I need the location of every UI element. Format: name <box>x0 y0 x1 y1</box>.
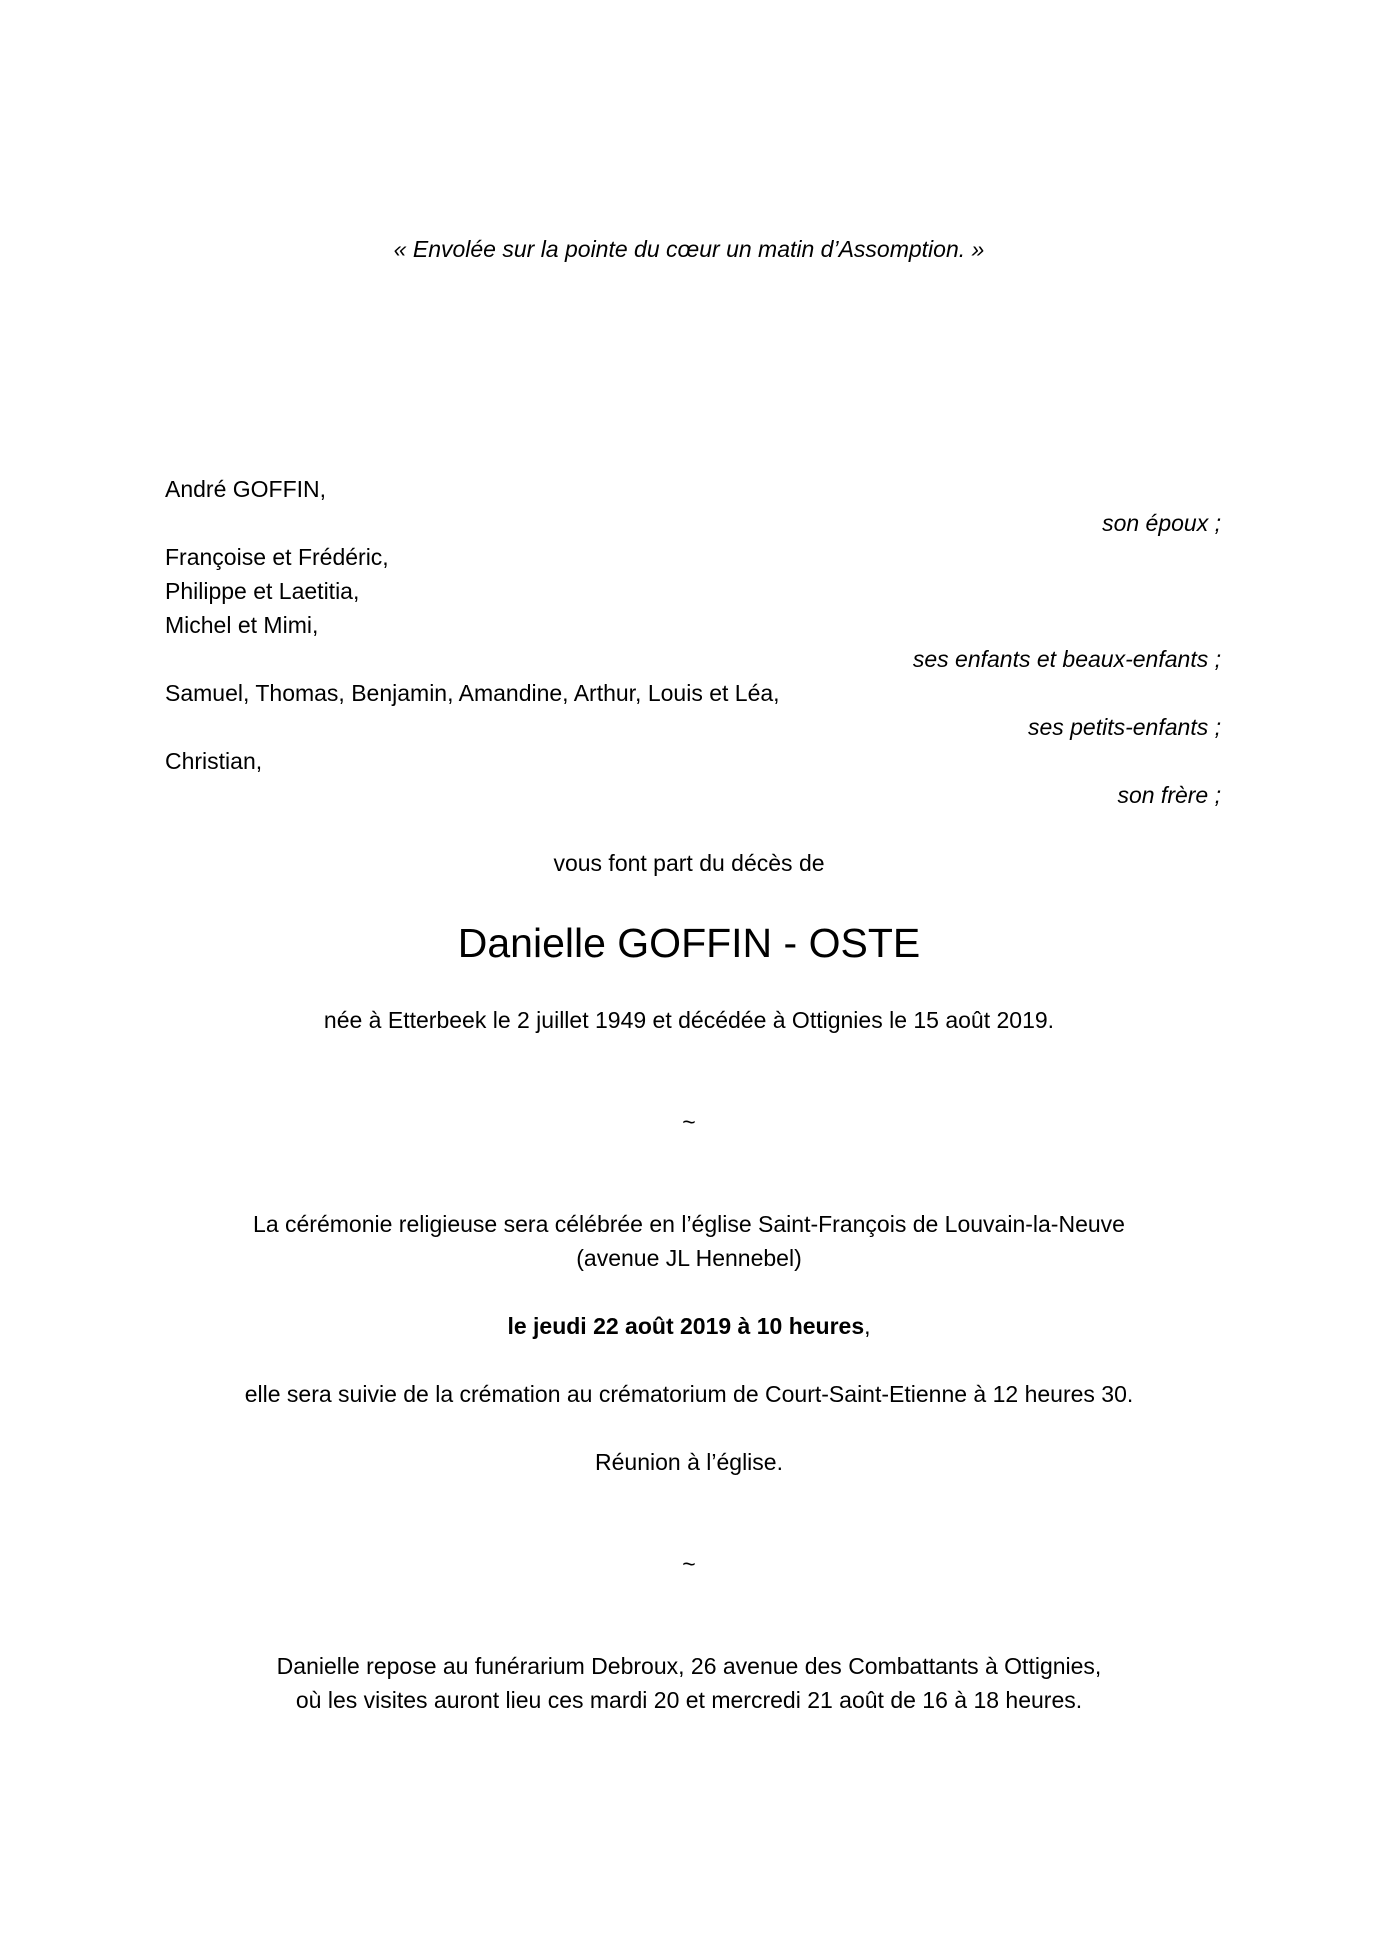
children-role: ses enfants et beaux-enfants ; <box>912 646 1221 672</box>
separator-2: ~ <box>682 1551 696 1577</box>
separator-1: ~ <box>682 1109 696 1135</box>
meeting-line: Réunion à l’église. <box>595 1449 783 1475</box>
birth-death-dates: née à Etterbeek le 2 juillet 1949 et décédée à Ottignies le 15 août 2019. <box>323 1007 1055 1033</box>
ceremony-date <box>0 1309 1378 1343</box>
child-line-1: Françoise et Frédéric, <box>165 544 389 570</box>
visits-line-2: où les visites auront lieu ces mardi 20 et mercredi 21 août de 16 à 18 heures. <box>295 1687 1083 1713</box>
brother-role: son frère ; <box>1117 782 1221 808</box>
epigraph: « Envolée sur la pointe du cœur un matin d’Assomption. » <box>393 236 985 262</box>
deceased-name: Danielle GOFFIN - OSTE <box>457 920 921 966</box>
cremation-line: elle sera suivie de la crémation au crématorium de Court-Saint-Etienne à 12 heures 30. <box>244 1381 1134 1407</box>
spouse-name: André GOFFIN, <box>165 476 327 502</box>
brother-name: Christian, <box>165 748 263 774</box>
ceremony-line-2: (avenue JL Hennebel) <box>576 1245 802 1271</box>
child-line-3: Michel et Mimi, <box>165 612 319 638</box>
announcement-intro: vous font part du décès de <box>553 850 825 876</box>
spouse-role: son époux ; <box>1102 510 1221 536</box>
ceremony-date-bold: le jeudi 22 août 2019 à 10 heures <box>507 1313 865 1339</box>
grandchildren-role: ses petits-enfants ; <box>1027 714 1221 740</box>
child-line-2: Philippe et Laetitia, <box>165 578 360 604</box>
ceremony-line-1: La cérémonie religieuse sera célébrée en l’église Saint-François de Louvain-la-Neuve <box>253 1211 1125 1237</box>
ceremony-date-suffix: , <box>864 1313 871 1339</box>
visits-line-1: Danielle repose au funérarium Debroux, 26 avenue des Combattants à Ottignies, <box>276 1653 1102 1679</box>
grandchildren-names: Samuel, Thomas, Benjamin, Amandine, Arthur, Louis et Léa, <box>165 680 780 706</box>
